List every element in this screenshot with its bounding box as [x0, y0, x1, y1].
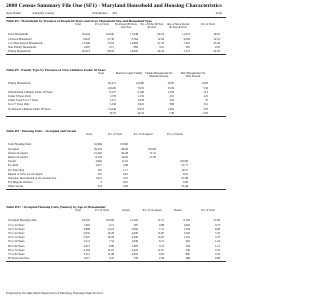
table-cell: 7,416: [183, 40, 190, 45]
table-cell: 999: [169, 102, 174, 107]
table-cell: 1,683: [131, 243, 138, 248]
table-cell: 10.57: [181, 167, 188, 172]
table-cell: 1,562: [183, 230, 190, 235]
table-cell: 72.31: [149, 150, 156, 155]
table-cell: 1,058: [137, 98, 144, 103]
table-cell: 288: [185, 256, 190, 261]
table-cell: 933: [97, 184, 102, 189]
table-cell: 8,120: [95, 154, 102, 159]
table-cell: 3.47: [108, 256, 114, 261]
table-cell: 3.08: [122, 163, 128, 168]
table-cell: 27.69: [213, 218, 220, 223]
column-header: Total: [75, 209, 81, 212]
row-label: Other Vacant: [8, 184, 24, 189]
table-cell: 316: [169, 93, 174, 98]
table-cell: 11.67: [157, 247, 164, 252]
table-cell: 0.70: [214, 44, 220, 49]
table-cell: 740: [185, 247, 190, 252]
table-cell: 860: [185, 251, 190, 256]
table-cell: 2,084: [131, 226, 138, 231]
table-row: [6, 49, 226, 53]
table-cell: 1,017: [83, 256, 90, 261]
table-cell: 100.00: [108, 85, 116, 90]
area-label: Area Name:: [6, 11, 22, 15]
table-cell: 2,652: [131, 251, 138, 256]
table-cell: 3,512: [83, 251, 90, 256]
table-cell: 2,012: [83, 243, 90, 248]
row-label: 85 Years and Over: [8, 256, 30, 261]
table-cell: 3,662: [95, 159, 102, 164]
row-label: Non Family Households: [8, 44, 37, 49]
column-headers: [6, 209, 226, 218]
table-cell: 24.62: [121, 154, 128, 159]
table-cell: 21,300: [82, 40, 90, 45]
row-label: Renter Occupied: [8, 154, 28, 159]
table-cell: 6.86: [108, 243, 114, 248]
table-cell: 4,090: [131, 230, 138, 235]
table-rule: [6, 261, 226, 262]
report-title: 2000 Census Summary File One (SF1) - Maryland Household and Housing Characteristics: [6, 3, 222, 9]
table-cell: 729: [133, 256, 138, 261]
table-cell: 2.49: [158, 256, 164, 261]
table-cell: 72.31: [157, 218, 164, 223]
table-cell: 13,002: [130, 49, 138, 54]
table-cell: 8,177: [109, 89, 116, 94]
row-label: Owner Occupied: [8, 150, 28, 155]
column-headers: [6, 72, 226, 81]
table-cell: 2,211: [83, 239, 90, 244]
table-cell: 5.33: [214, 230, 220, 235]
table-cell: 29,322: [82, 218, 90, 223]
table-cell: 21,202: [94, 150, 102, 155]
table-cell: 25.48: [181, 184, 188, 189]
table-cell: 60.19: [157, 32, 164, 37]
table-cell: 8,022: [83, 36, 90, 41]
table-cell: 3.01: [158, 44, 164, 49]
column-header: Pct. of Total: [201, 209, 215, 212]
table-cell: 1.23: [214, 239, 220, 244]
table-cell: 7.38: [168, 110, 174, 115]
row-label: 1-Person Household: [8, 36, 32, 41]
table-cell: 20,213: [82, 49, 90, 54]
table-cell: 88.90: [121, 146, 128, 151]
table-cell: 7.54: [108, 239, 114, 244]
table-cell: 0.01: [122, 180, 128, 185]
table-cell: 1,083: [201, 81, 208, 86]
table-cell: 21,202: [130, 218, 138, 223]
table-cell: 1,381: [83, 222, 90, 227]
row-label: 65 to 74 Years: [8, 247, 25, 252]
column-header: Pct. of Total: [95, 23, 109, 26]
table-cell: 13,884: [130, 40, 138, 45]
column-header: Total: [75, 23, 81, 26]
table-cell: 3.73: [214, 222, 220, 227]
table-cell: 513: [203, 89, 208, 94]
column-header: Male Householder No Wife Present: [180, 72, 206, 79]
area-name: [6, 12, 54, 15]
table-rule: [6, 189, 226, 190]
table-cell: 27.88: [181, 175, 188, 180]
table-cell: 1,132: [137, 93, 144, 98]
row-label: 45 to 54 Years: [8, 235, 25, 240]
row-label: 60 to 64 Years: [8, 243, 25, 248]
table-cell: 12.84: [157, 36, 164, 41]
table-cell: 9,974: [137, 106, 144, 111]
table-cell: 0.98: [214, 256, 220, 261]
row-label: Rented or Sold, not Occupied: [8, 171, 43, 176]
table-cell: 17,648: [130, 32, 138, 37]
table-cell: 70: [205, 98, 208, 103]
table-cell: 27.36: [107, 36, 114, 41]
table-cell: 5.74: [158, 243, 164, 248]
table-cell: 387: [97, 167, 102, 172]
column-header: Pct. of 0 Per 60 Year & Over: [140, 23, 164, 30]
table-cell: 100.00: [148, 146, 156, 151]
table-cell: 301: [97, 171, 102, 176]
table-cell: 7,211: [183, 49, 190, 54]
table-cell: 13.95: [157, 230, 164, 235]
table-cell: 1.12: [214, 243, 220, 248]
table-cell: 44.34: [157, 49, 164, 54]
table-cell: 5,236: [109, 102, 116, 107]
table-cell: 29,322: [94, 146, 102, 151]
table-cell: 13.19: [107, 226, 114, 231]
table-cell: 7.11: [159, 226, 164, 231]
table-cell: 1,087: [83, 44, 90, 49]
table-cell: 1,371: [109, 98, 116, 103]
table-cell: 14.52: [213, 36, 220, 41]
table-tenure-by-age: [6, 205, 226, 262]
table-cell: 27.77: [181, 163, 188, 168]
column-header: Pct. of Occupied: [142, 209, 162, 212]
table-cell: 29,322: [82, 32, 90, 37]
table-title: Table P5 : Family Type by Presence of Own Children Under 18 Years: [6, 68, 106, 72]
table-row: [6, 256, 226, 260]
jurisdiction-label: Jurisdiction:: [92, 11, 108, 15]
table-cell: 2.82: [202, 110, 208, 115]
column-header: Renter: [174, 209, 182, 212]
column-header: Pct. of Total: [95, 209, 109, 212]
table-cell: 15.03: [157, 235, 164, 240]
row-label: For Migrant Workers: [8, 180, 33, 185]
table-cell: 329: [185, 243, 190, 248]
table-cell: 2.52: [214, 247, 220, 252]
row-label: Family Households: [8, 81, 31, 86]
table-cell: 5,652: [83, 230, 90, 235]
table-cell: 205: [185, 44, 190, 49]
table-cell: 11.10: [121, 159, 128, 164]
table-cell: 24.59: [213, 49, 220, 54]
table-cell: 6,106: [137, 89, 144, 94]
table-cell: 287: [133, 222, 138, 227]
row-label: 35 to 44 Years: [8, 230, 25, 235]
table-cell: 4.71: [108, 222, 114, 227]
column-header: Pct. of Total: [108, 133, 122, 136]
header-rule: [6, 17, 226, 18]
table-cell: 122: [203, 93, 208, 98]
table-cell: 1,094: [183, 222, 190, 227]
column-header: Pct. of Occupied: [133, 133, 153, 136]
column-header: Total: [86, 133, 92, 136]
column-header: Pct. of Vacant: [167, 133, 183, 136]
table-cell: 68.93: [107, 49, 114, 54]
table-cell: 2.83: [122, 184, 128, 189]
table-cell: 3,764: [131, 36, 138, 41]
table-cell: 4,162: [83, 247, 90, 252]
row-label: Vacant: [8, 159, 16, 164]
table-cell: 59.55: [109, 110, 116, 115]
column-header: No Person 60 Years and Over: [114, 23, 138, 30]
table-cell: 3.75: [214, 235, 220, 240]
column-headers: [6, 23, 226, 32]
table-cell: 11.98: [107, 251, 114, 256]
table-cell: 64.28: [121, 150, 128, 155]
table-cell: 0.08: [182, 180, 188, 185]
table-cell: 100.00: [180, 159, 188, 164]
jurisdiction: [92, 12, 117, 15]
table-title: Table H17 : Occupied Housing Units (Tenure) by Age of Householder: [6, 205, 106, 209]
table-cell: 1,558: [167, 89, 174, 94]
total-label: Total: [215, 11, 222, 15]
table-cell: 100.00: [106, 32, 114, 37]
table-cell: 4,258: [183, 36, 190, 41]
table-cell: 16,080: [136, 81, 144, 86]
table-cell: 1,492: [167, 106, 174, 111]
row-label: Family Households: [8, 49, 31, 54]
table-cell: 362: [185, 239, 190, 244]
table-cell: 12,036: [108, 106, 116, 111]
row-label: Seasonal, Recreational or Occasional Use: [8, 175, 57, 180]
row-label: 55 to 59 Years: [8, 239, 25, 244]
table-cell: 14.19: [107, 247, 114, 252]
table-cell: 3,050: [167, 81, 174, 86]
column-headers: [6, 133, 226, 142]
table-cell: 5.36: [202, 85, 208, 90]
row-label: 15 to 24 Years: [8, 222, 25, 227]
table-cell: 882: [133, 44, 138, 49]
table-housing-units: [6, 129, 226, 190]
row-label: Total Households: [8, 32, 29, 37]
table-cell: 32,984: [94, 142, 102, 147]
table-cell: 3.71: [108, 44, 114, 49]
table-cell: 2.93: [214, 251, 220, 256]
table-cell: 25.29: [213, 40, 220, 45]
table-cell: 3,916: [137, 102, 144, 107]
column-header: Female Householder No Husband Present: [145, 72, 173, 79]
table-cell: 19.28: [107, 230, 114, 235]
table-cell: 100.00: [120, 142, 128, 147]
table-cell: 11,674: [182, 32, 190, 37]
row-label: For Rent: [8, 163, 19, 168]
table-cell: 3: [100, 180, 102, 185]
row-label: Occupied Housing Units: [8, 218, 37, 223]
column-header: Pct. of Total: [201, 23, 215, 26]
row-label: 75 to 84 Years: [8, 251, 25, 256]
table-family-type: [6, 68, 226, 117]
table-cell: 1,849: [131, 239, 138, 244]
table-row: [6, 110, 226, 114]
column-header: Total: [98, 72, 104, 75]
row-label: No Related Children Under 18 Years: [8, 106, 51, 111]
table-cell: 27.69: [149, 154, 156, 159]
table-title: Table H3 : Housing Units - Occupied and Vacant: [6, 129, 77, 133]
table-cell: 1,101: [183, 235, 190, 240]
table-cell: 72.64: [107, 40, 114, 45]
table-households-60-and-over: [6, 19, 226, 55]
row-label: 2 or More Person Households: [8, 40, 43, 45]
table-cell: 47.35: [157, 40, 164, 45]
table-cell: 243: [169, 98, 174, 103]
row-label: 6 to 17 Years Only: [8, 102, 30, 107]
table-cell: 79.55: [137, 85, 144, 90]
table-cell: 3.10: [122, 175, 128, 180]
table-cell: 49.34: [137, 110, 144, 115]
row-label: With Related Children Under 18 Years: [8, 89, 53, 94]
table-cell: 1,021: [95, 175, 102, 180]
table-cell: 18.78: [107, 235, 114, 240]
table-rule: [6, 54, 226, 55]
row-label: For Sale Only: [8, 167, 25, 172]
row-label: Under 6 and 6 to 17 Years: [8, 98, 39, 103]
table-cell: 1,017: [95, 163, 102, 168]
table-cell: 0.98: [158, 222, 164, 227]
column-header: Married Couple Family: [115, 72, 143, 75]
row-label: Occupied: [8, 146, 20, 151]
table-row: [6, 184, 226, 188]
table-cell: 0.91: [122, 171, 128, 176]
row-label: Under 6 Years Only: [8, 93, 31, 98]
table-cell: 39.81: [213, 32, 220, 37]
table-cell: 100.00: [106, 218, 114, 223]
table-cell: 1,784: [183, 226, 190, 231]
footer-credit: Prepared by the Maryland Department of Planning, Planning Data Services: [6, 291, 104, 295]
table-cell: 4,406: [131, 235, 138, 240]
table-cell: 1.17: [122, 167, 128, 172]
table-rule: [6, 116, 226, 117]
table-cell: 20,213: [108, 81, 116, 86]
table-cell: 8.22: [182, 171, 188, 176]
table-cell: 9.04: [158, 251, 164, 256]
table-cell: 15.09: [167, 85, 174, 90]
table-cell: 3,868: [83, 226, 90, 231]
jurisdiction-value: 001: [112, 11, 118, 15]
table-cell: 6.31: [158, 239, 164, 244]
table-cell: 6.08: [214, 226, 220, 231]
column-header: One or More People 60 Year & Over: [166, 23, 190, 30]
area-value: Allegany County: [32, 11, 55, 15]
table-cell: 570: [203, 106, 208, 111]
row-label: 25 to 34 Years: [8, 226, 25, 231]
table-cell: 1,570: [109, 93, 116, 98]
table-cell: 8,120: [183, 218, 190, 223]
table-title: Table P4 : Households by Presence of People 60 Years and Over, Household Size and Household Type: [6, 19, 152, 23]
table-cell: 321: [203, 102, 208, 107]
column-header: Owner: [122, 209, 130, 212]
row-label: Total Housing Units: [8, 142, 32, 147]
table-cell: 3,422: [131, 247, 138, 252]
table-cell: 5,507: [83, 235, 90, 240]
